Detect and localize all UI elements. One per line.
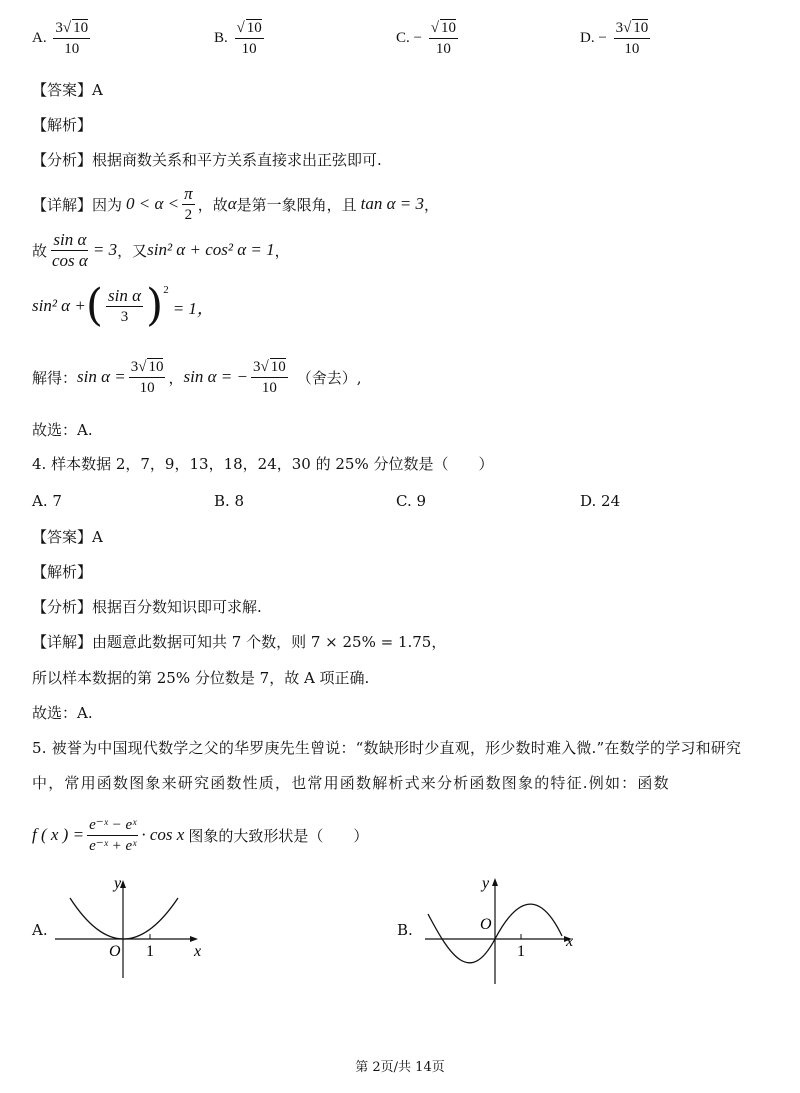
option-fraction: $\frac{√ 10}{10}$ xyxy=(236,20,262,57)
q3-solve-line xyxy=(32,352,361,402)
pythagorean-identity: sin² α + cos² α = 1 xyxy=(147,240,275,259)
q3-fenxi xyxy=(32,148,382,172)
equation: = 1， xyxy=(172,298,214,318)
q4-option-a: A. 7 xyxy=(32,492,62,510)
detail-tag: 【详解】 xyxy=(32,195,93,214)
graph-b-one: 1 xyxy=(517,943,525,960)
right-paren: ) xyxy=(146,280,164,331)
exponent: 2 xyxy=(163,284,169,296)
q3-detail-line3 xyxy=(32,276,214,336)
function-lhs: f ( x ) = xyxy=(32,825,85,844)
option-fraction: $\frac{3√ 10}{10}$ xyxy=(615,20,649,57)
sin-over-cos: $\frac{\text{sin α}}{\text{cos α}}$ xyxy=(52,229,88,270)
option-label: A. xyxy=(32,29,47,46)
q4-option-b: B. 8 xyxy=(214,492,245,510)
solution-1-lhs: sin α = xyxy=(77,367,126,386)
q5-stem-line1: 5. 被誉为中国现代数学之父的华罗庚先生曾说：“数缺形时少直观，形少数时难入微.”在数学的学习和研究 xyxy=(32,739,742,757)
q4-option-d: D. 24 xyxy=(580,492,621,510)
q4-option-c: C. 9 xyxy=(396,492,427,510)
q3-option-d xyxy=(580,18,653,59)
q3-choose: 故选：A. xyxy=(32,421,93,439)
tan-equation: tan α = 3 xyxy=(360,194,425,213)
separator: ， xyxy=(168,368,184,387)
q4-choose: 故选：A. xyxy=(32,704,93,722)
minus-sign: − xyxy=(413,29,422,46)
q3-option-c xyxy=(396,18,461,59)
q3-analysis-tag: 【解析】 xyxy=(32,116,93,134)
graph-a-x-arrow xyxy=(190,936,198,942)
solution-2-lhs: sin α = − xyxy=(183,367,248,386)
comma: ， xyxy=(274,241,290,260)
solution-1-value: $\frac{3√ 10}{10}$ xyxy=(130,358,164,396)
q3-option-b xyxy=(214,18,267,59)
q4-fenxi: 【分析】根据百分数知识即可求解. xyxy=(32,598,262,616)
q4-analysis-tag: 【解析】 xyxy=(32,563,93,581)
text: 因为 xyxy=(92,195,123,214)
graph-a-label: A. xyxy=(32,921,48,939)
left-paren: ( xyxy=(85,280,104,331)
graph-a-one: 1 xyxy=(146,943,154,960)
inequality: 0 < α < xyxy=(126,194,180,213)
alpha-symbol: α xyxy=(227,194,237,213)
sin-over-3: $\frac{\text{sin α}}{3}$ xyxy=(108,285,142,325)
graph-a-x-label: x xyxy=(194,943,202,960)
graph-a-curve xyxy=(70,898,178,939)
q4-detail-2: 所以样本数据的第 25% 分位数是 7，故 A 项正确. xyxy=(32,669,370,687)
q3-detail-line1 xyxy=(32,180,439,228)
graph-b-y-arrow xyxy=(492,878,498,886)
q5-formula-line xyxy=(32,810,368,860)
q3-answer: 【答案】A xyxy=(32,81,103,99)
minus-sign: − xyxy=(598,29,607,46)
text: ，故 xyxy=(197,195,228,214)
graph-b-y-label: y xyxy=(482,875,490,892)
discard-note: （舍去）, xyxy=(296,368,362,387)
function-fraction: $\frac{\text{e⁻ˣ − eˣ}}{\text{e⁻ˣ + eˣ}}$ xyxy=(89,816,137,854)
cos-factor: · cos x xyxy=(141,825,185,844)
q3-options xyxy=(32,12,772,64)
option-label: C. xyxy=(396,29,410,46)
equation: = 3 xyxy=(92,240,118,259)
q3-detail-line2 xyxy=(32,226,290,274)
q5-stem-line2: 中，常用函数图象来研究函数性质，也常用函数解析式来分析函数图象的特征.例如：函数 xyxy=(32,774,670,792)
fenxi-tag: 【分析】 xyxy=(32,151,93,169)
option-label: B. xyxy=(214,29,228,46)
graph-a-y-label: y xyxy=(114,875,122,892)
fenxi-text: 根据商数关系和平方关系直接求出正弦即可. xyxy=(92,151,382,169)
graph-b-label: B. xyxy=(397,921,413,939)
solution-2-value: $\frac{3√ 10}{10}$ xyxy=(252,358,286,396)
q4-stem: 4. 样本数据 2，7，9，13，18，24，30 的 25% 分位数是（ ） xyxy=(32,455,494,473)
text: ，又 xyxy=(117,241,148,260)
q3-option-a xyxy=(32,18,93,59)
q4-answer: 【答案】A xyxy=(32,528,103,546)
text: 故 xyxy=(32,241,48,260)
graph-b xyxy=(420,866,590,986)
q4-detail: 【详解】由题意此数据可知共 7 个数，则 7 × 25% = 1.75， xyxy=(32,633,447,651)
solve-label: 解得： xyxy=(32,368,78,387)
graph-a xyxy=(50,870,210,980)
option-fraction: $\frac{√ 10}{10}$ xyxy=(430,20,456,57)
pi-over-2: $\frac{\pi}{2}$ xyxy=(184,183,193,223)
option-fraction: $\frac{3√ 10}{10}$ xyxy=(55,20,89,57)
sin-squared: sin² α + xyxy=(32,296,86,315)
stem-tail: 图象的大致形状是（ ） xyxy=(188,826,369,845)
comma: ， xyxy=(424,195,440,214)
graph-b-origin: O xyxy=(480,916,492,933)
graph-b-x-label: x xyxy=(566,933,574,950)
graph-a-origin: O xyxy=(109,943,121,960)
text: 是第一象限角，且 xyxy=(236,195,357,214)
page-footer: 第 2页/共 14页 xyxy=(355,1060,445,1075)
option-label: D. xyxy=(580,29,595,46)
